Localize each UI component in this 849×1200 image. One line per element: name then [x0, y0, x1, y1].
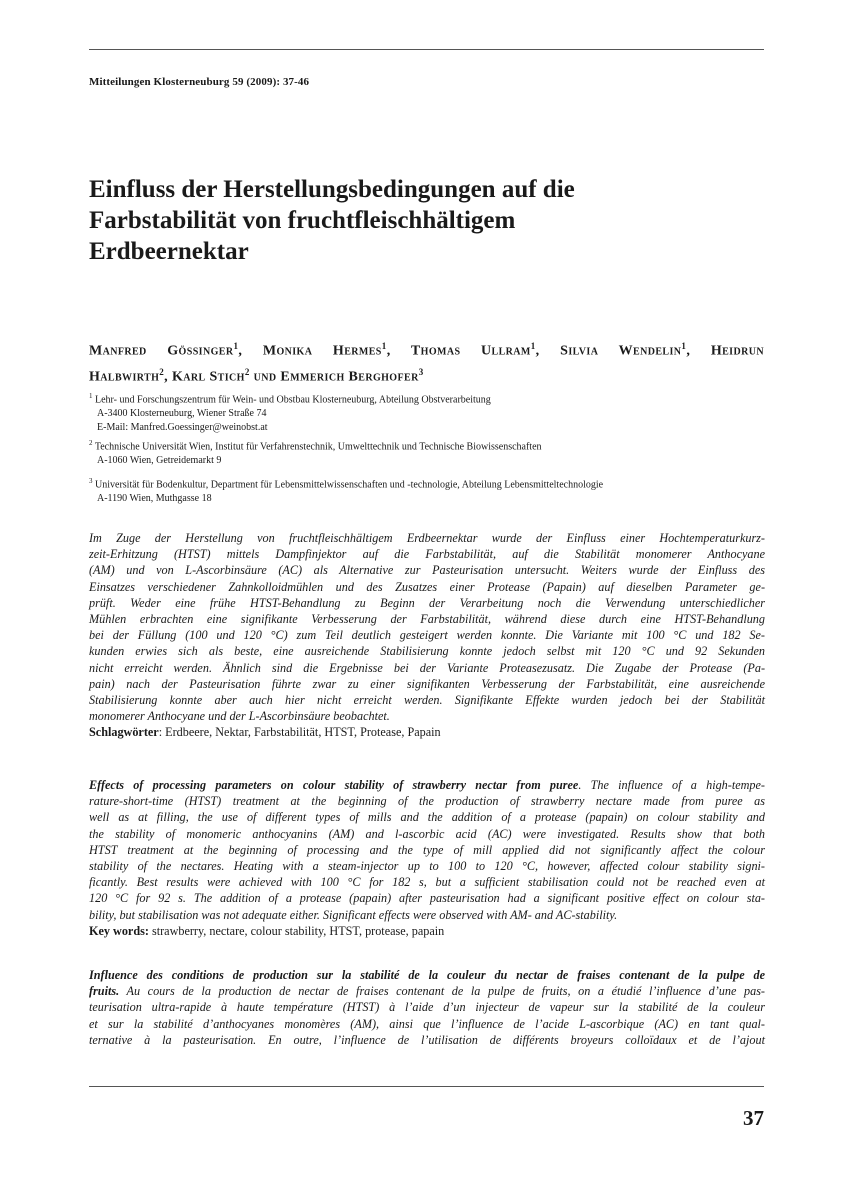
- author-affiliation-mark: 1: [381, 341, 387, 351]
- title-line: Einfluss der Herstellungsbedingungen auf die: [89, 176, 575, 203]
- abstract-line: pain) nach der Pasteurisation führte zwar zu einer signifikanten Verbesserung der Farbstabilität, eine ausreichende: [89, 676, 765, 691]
- affiliation-text: Universität für Bodenkultur, Department für Lebensmittelwissenschaften und -technologie, Abteilung Lebensmitteltechnologie: [95, 479, 604, 491]
- abstract-line: bility, but stabilisation was not adequate either. Significant effects were observed with AM- and AC-stability.: [89, 907, 618, 922]
- abstract-line: stability of the nectares. Heating with a steam-injector up to 100 to 120 °C, however, affected colour stability signi-: [89, 859, 765, 874]
- affiliation-number: 2: [89, 439, 93, 447]
- author-name: Emmerich Berghofer: [280, 369, 419, 385]
- author-name: Halbwirth: [89, 369, 160, 385]
- abstract-line: Mühlen erbrachten eine signifikante Verbesserung der Farbstabilität, während diese durch eine HTST-Behandlung: [89, 612, 765, 627]
- affiliation-text: A-1060 Wien, Getreidemarkt 9: [97, 455, 222, 467]
- author-list: [89, 336, 764, 387]
- abstract-french: Influence des conditions de production sur la stabilité de la couleur du nectar de fraises contenant de la pulpe de fruits. Au cours de la production de nectar de fraises contenant de la pulpe de fruits, on a étudié l’influence d’une pas- teurisation ultra-rapide à haute température (HTST) à l’aide d’un injecteur de vapeur sur la stabilité de la couleur et sur la stabilité d’anthocyanes monomères (AM), ainsi que l’influence de l’acide L-ascorbique (AC) en tant qual- ternative à la pasteurisation. En outre, l’influence de l’utilisation de différents broyeurs colloïdaux et de l’ajout: [89, 968, 765, 1047]
- title-line: Erdbeernektar: [89, 238, 249, 265]
- abstract-english: Effects of processing parameters on colour stability of strawberry nectar from puree. The influence of a high-tempe- rature-short-time (HTST) treatment at the beginning of the production of strawberry nectare made from puree as well as at filling, the use of different types of mills and the addition of a protease (papain) on colour stability and the stability of monomeric anthocyanins (AM) and l-ascorbic acid (AC) were investigated. Results show that both HTST treatment at the beginning of processing and the type of mill applied did not significantly affect the colour stability of the nectares. Heating with a steam-injector up to 100 to 120 °C, however, affected colour stability signi- ficantly. Best results were achieved with 100 °C for 182 s, but a sufficient stabilisation could not be reached even at 120 °C for 92 s. The addition of a protease (papain) after pasteurisation had a significant positive effect on colour sta- bility, but stabilisation was not adequate either. Significant effects were observed with AM- and AC-stability. Key words: strawberry, nectare, colour stability, HTST, protease, papain: [89, 778, 765, 938]
- top-rule: [89, 49, 764, 50]
- author-separator: ,: [238, 343, 263, 359]
- abstract-line: nicht erreicht werden. Ähnlich sind die Ergebnisse bei der Variante Proteasezusatz. Die Zugabe der Protease (Pa-: [89, 660, 765, 675]
- page-number: 37: [743, 1106, 764, 1130]
- author-separator: ,: [164, 369, 172, 385]
- author-affiliation-mark: 2: [159, 366, 165, 377]
- abstract-line: rature-short-time (HTST) treatment at the beginning of the production of strawberry nectare made from puree as: [89, 794, 765, 809]
- bottom-rule: [89, 1086, 764, 1087]
- abstract-line: zeit-Erhitzung (HTST) mittels Dampfinjektor auf die Farbstabilität, auf die Stabilität monomerer Anthocyane: [89, 547, 765, 562]
- abstract-line: Im Zuge der Herstellung von fruchtfleischhältigem Erdbeernektar wurde der Einfluss einer Hochtemperaturkurz-: [89, 531, 765, 545]
- affiliation-2: [89, 436, 764, 468]
- title-line: Farbstabilität von fruchtfleischhältigem: [89, 207, 516, 234]
- author-line: [89, 362, 764, 388]
- author-affiliation-mark: 2: [244, 366, 250, 377]
- french-abstract-title: Influence des conditions de production sur la stabilité de la couleur du nectar de fraises contenant de la pulpe de: [89, 968, 765, 982]
- abstract-line: prüft. Weder eine frühe HTST-Behandlung zu Beginn der Verarbeitung noch die Verwendung unterschiedlicher: [89, 595, 765, 610]
- article-title: [89, 174, 749, 267]
- author-name: Heidrun: [710, 343, 764, 359]
- author-affiliation-mark: 1: [233, 341, 239, 351]
- french-abstract-title: fruits.: [89, 984, 120, 999]
- english-abstract-title: Effects of processing parameters on colour stability of strawberry nectar from puree: [89, 778, 579, 792]
- author-name: Karl Stich: [171, 369, 245, 385]
- abstract-german: [89, 530, 765, 741]
- affiliation-text: Technische Universität Wien, Institut für Verfahrenstechnik, Umwelttechnik und Technische Biowissenschaften: [94, 441, 542, 453]
- keywords-german: Schlagwörter: Erdbeere, Nektar, Farbstabilität, HTST, Protease, Papain: [89, 725, 441, 740]
- abstract-line: 120 °C for 92 s. The addition of a protease (papain) after pasteurisation had a significant positive effect on colour sta-: [89, 891, 765, 906]
- author-affiliation-mark: 1: [681, 341, 687, 351]
- affiliation-1: [89, 389, 764, 435]
- author-name: Silvia Wendelin: [560, 343, 682, 359]
- author-line: [89, 336, 764, 362]
- abstract-line: well as at filling, the use of different types of mills and the addition of a protease (papain) on colour stability and: [89, 810, 765, 825]
- affiliation-number: 3: [89, 477, 93, 485]
- journal-citation: Mitteilungen Klosterneuburg 59 (2009): 37-46: [89, 76, 310, 88]
- abstract-line: Einsatzes verschiedener Zahnkolloidmühlen und des Zusatzes einer Protease (Papain) auf dieselben Parameter ge-: [89, 579, 765, 594]
- author-separator: und: [249, 369, 281, 385]
- author-separator: ,: [386, 343, 411, 359]
- abstract-line: (AM) und von L-Ascorbinsäure (AC) als Alternative zur Pasteurisation untersucht. Weiters wurde der Einfluss des: [89, 563, 765, 578]
- abstract-line: Stabilisierung konnte aber auch hier nicht erreicht werden. Signifikante Effekte wurden jedoch bei der Stabilität: [89, 693, 765, 708]
- abstract-line: kunden erwies sich als beste, eine ausreichende Stabilisierung konnte jedoch selbst mit 120 °C und 92 Sekunden: [89, 644, 765, 659]
- keywords-english: Key words: strawberry, nectare, colour stability, HTST, protease, papain: [89, 923, 445, 938]
- author-affiliation-mark: 1: [530, 341, 536, 351]
- author-name: Manfred Gössinger: [89, 343, 234, 359]
- author-separator: ,: [686, 343, 711, 359]
- affiliation-text: A-3400 Klosterneuburg, Wiener Straße 74: [97, 408, 267, 420]
- affiliation-3: [89, 474, 764, 506]
- abstract-line: et sur la stabilité d’anthocyanes monomères (AM), ainsi que l’influence de l’acide L-ascorbique (AC) en tant qual-: [89, 1016, 765, 1031]
- abstract-line: the stability of monomeric anthocyanins (AM) and l-ascorbic acid (AC) were investigated. Results show that both: [89, 826, 765, 841]
- affiliation-text: Lehr- und Forschungszentrum für Wein- und Obstbau Klosterneuburg, Abteilung Obstverarbeitung: [95, 394, 491, 406]
- author-name: Monika Hermes: [262, 343, 382, 359]
- affiliation-number: 1: [89, 392, 93, 400]
- affiliation-email: E-Mail: Manfred.Goessinger@weinobst.at: [97, 422, 268, 434]
- author-affiliation-mark: 3: [418, 366, 424, 377]
- abstract-line: monomerer Anthocyane und der L-Ascorbinsäure beobachtet.: [89, 709, 390, 724]
- abstract-line: bei der Füllung (100 und 120 °C) zum Teil deutlich gesteigert werden konnte. Die Variante mit 100 °C und 182 Se-: [89, 628, 765, 643]
- author-separator: ,: [535, 343, 561, 359]
- abstract-line: ficantly. Best results were achieved with 100 °C for 182 s, but a sufficient stabilisation could not be reached even at: [89, 875, 765, 890]
- abstract-line: teurisation ultra-rapide à haute température (HTST) à l’aide d’un injecteur de vapeur sur la stabilité de la couleur: [89, 1000, 765, 1015]
- author-name: Thomas Ullram: [410, 343, 531, 359]
- affiliation-text: A-1190 Wien, Muthgasse 18: [97, 493, 212, 505]
- abstract-line: ternative à la pasteurisation. En outre, l’influence de l’utilisation de différents broyeurs colloïdaux et de l’ajout: [89, 1032, 765, 1047]
- abstract-line: HTST treatment at the beginning of processing and the type of mill applied did not significantly affect the colour: [89, 842, 765, 857]
